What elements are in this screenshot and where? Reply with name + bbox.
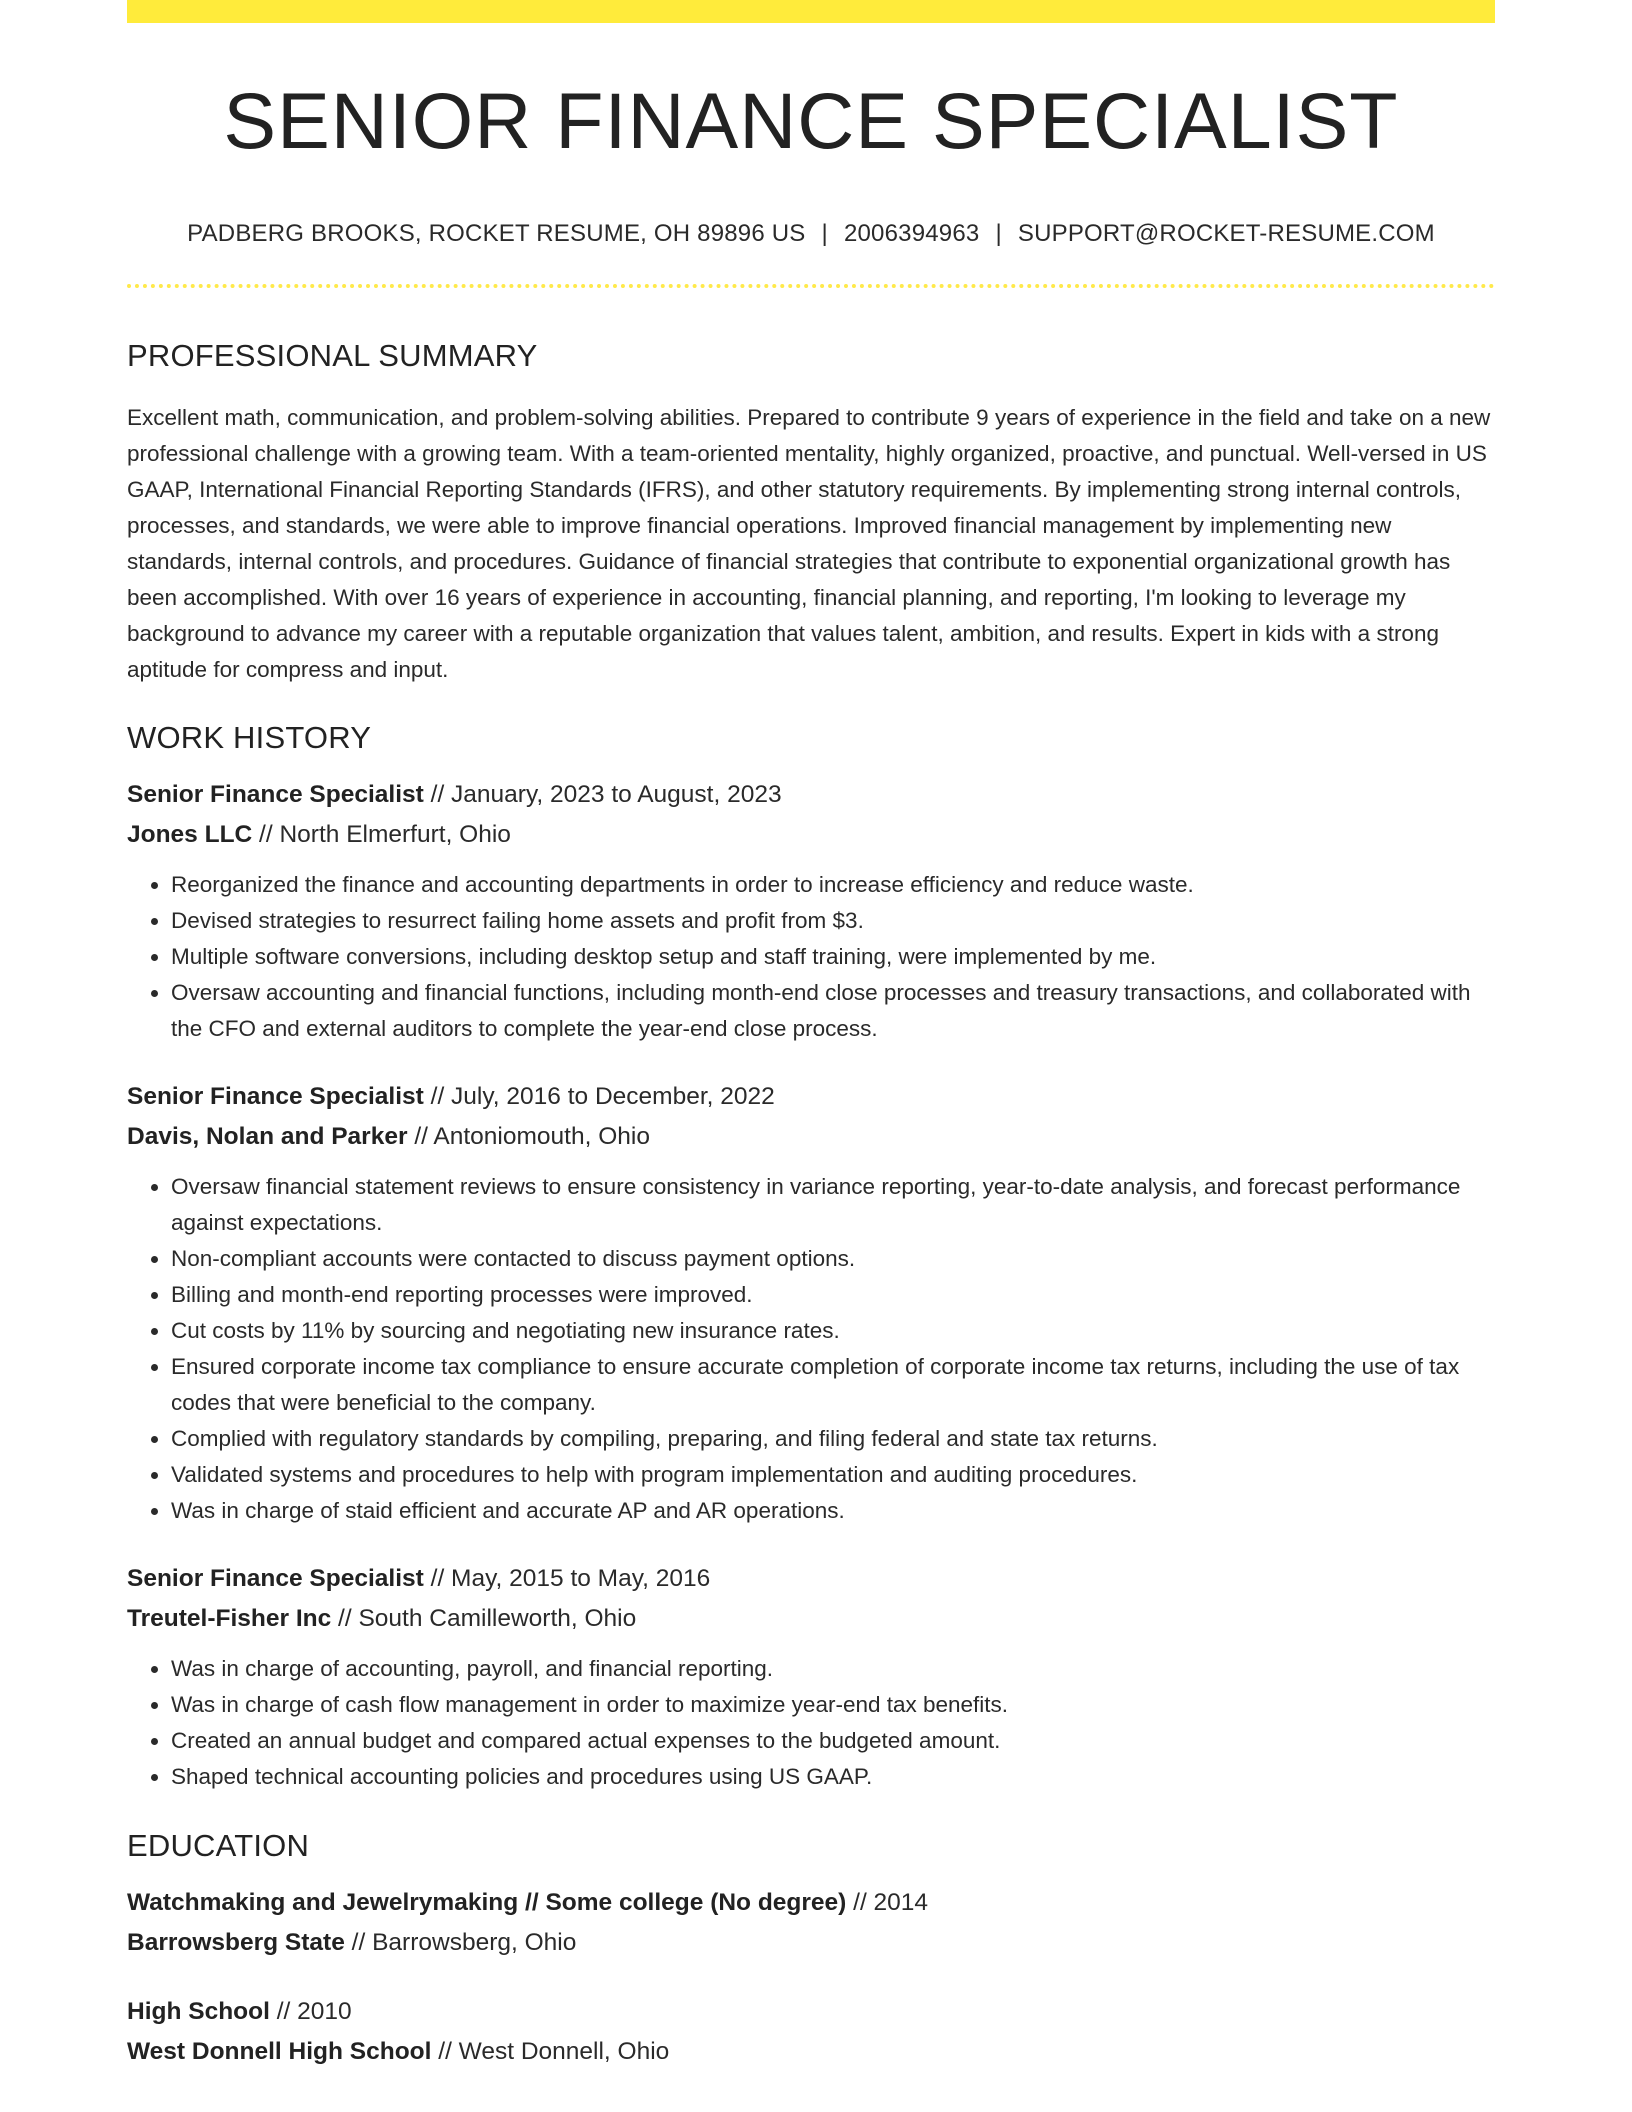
education-degree: High School [127, 1998, 270, 2025]
job-bullet: • Reorganized the finance and accounting departments in order to increase efficiency and reduce waste. [171, 867, 1495, 903]
education-year: // 2010 [269, 1998, 352, 2025]
education-entry [127, 1992, 1495, 2072]
job-bullet: • Billing and month-end reporting processes were improved. [171, 1277, 1495, 1313]
job-bullet: • Complied with regulatory standards by compiling, preparing, and filing federal and state tax returns. [171, 1421, 1495, 1457]
job-dates: // May, 2015 to May, 2016 [423, 1565, 711, 1592]
resume-page [127, 0, 1495, 2072]
job-title: Senior Finance Specialist [127, 781, 424, 808]
job-company-line [127, 1117, 1495, 1157]
resume-title: SENIOR FINANCE SPECIALIST [223, 76, 1399, 165]
job-dates: // July, 2016 to December, 2022 [423, 1083, 775, 1110]
education-school: West Donnell High School [127, 2038, 432, 2065]
job-bullet: • Validated systems and procedures to help with program implementation and auditing procedures. [171, 1457, 1495, 1493]
job-entry [127, 1077, 1495, 1529]
job-bullet: • Was in charge of staid efficient and accurate AP and AR operations. [171, 1493, 1495, 1529]
job-bullet: • Was in charge of cash flow management in order to maximize year-end tax benefits. [171, 1687, 1495, 1723]
job-title-line [127, 1559, 1495, 1599]
job-title-line [127, 1077, 1495, 1117]
work-history-heading: WORK HISTORY [127, 720, 372, 755]
header-divider [127, 284, 1495, 288]
education-heading: EDUCATION [127, 1828, 310, 1863]
job-entry [127, 1559, 1495, 1795]
summary-text: Excellent math, communication, and problem-solving abilities. Prepared to contribute 9 years of experience in the field and take on a new professional challenge with a growing team. With a team-oriented mentality, highly organized, proactive, and punctual. Well-versed in US GAAP, International Financial Reporting Standards (IFRS), and other statutory requirements. By implementing strong internal controls, processes, and standards, we were able to improve financial operations. Improved financial management by implementing new standards, internal controls, and procedures. Guidance of financial strategies that contribute to exponential organizational growth has been accomplished. With over 16 years of experience in accounting, financial planning, and reporting, I'm looking to leverage my background to advance my career with a reputable organization that values talent, ambition, and results. Expert in kids with a strong aptitude for compress and input. [127, 405, 1491, 682]
job-bullet: • Multiple software conversions, including desktop setup and staff training, were implemented by me. [171, 939, 1495, 975]
job-company: Jones LLC [127, 821, 253, 848]
job-title: Senior Finance Specialist [127, 1565, 424, 1592]
job-bullet: • Shaped technical accounting policies and procedures using US GAAP. [171, 1759, 1495, 1795]
education-location: // West Donnell, Ohio [431, 2038, 670, 2065]
job-company: Treutel-Fisher Inc [127, 1605, 332, 1632]
job-entry [127, 775, 1495, 1047]
job-company: Davis, Nolan and Parker [127, 1123, 408, 1150]
contact-phone: 2006394963 [843, 220, 980, 247]
job-location: // North Elmerfurt, Ohio [252, 821, 511, 848]
education-degree-line [127, 1992, 1495, 2032]
job-company-line [127, 815, 1495, 855]
job-bullet: • Devised strategies to resurrect failing home assets and profit from $3. [171, 903, 1495, 939]
job-bullet: • Cut costs by 11% by sourcing and negotiating new insurance rates. [171, 1313, 1495, 1349]
education-degree-line [127, 1883, 1495, 1923]
education-entry [127, 1883, 1495, 1963]
job-bullet: • Was in charge of accounting, payroll, and financial reporting. [171, 1651, 1495, 1687]
contact-email: SUPPORT@ROCKET-RESUME.COM [1017, 220, 1435, 247]
education-school: Barrowsberg State [127, 1929, 345, 1956]
contact-line [127, 222, 1495, 246]
job-location: // South Camilleworth, Ohio [331, 1605, 637, 1632]
job-bullet: • Oversaw accounting and financial functions, including month-end close processes and treasury transactions, and collaborated with the CFO and external auditors to complete the year-end close process. [171, 975, 1495, 1047]
job-dates: // January, 2023 to August, 2023 [423, 781, 782, 808]
job-bullet: • Non-compliant accounts were contacted to discuss payment options. [171, 1241, 1495, 1277]
contact-separator: | [995, 220, 1002, 247]
job-title-line [127, 775, 1495, 815]
job-bullets [127, 1169, 1495, 1529]
job-company-line [127, 1599, 1495, 1639]
job-title: Senior Finance Specialist [127, 1083, 424, 1110]
job-bullets [127, 867, 1495, 1047]
education-year: // 2014 [846, 1889, 929, 1916]
contact-separator: | [821, 220, 828, 247]
job-bullet: • Ensured corporate income tax compliance to ensure accurate completion of corporate income tax returns, including the use of tax codes that were beneficial to the company. [171, 1349, 1495, 1421]
education-location: // Barrowsberg, Ohio [344, 1929, 577, 1956]
accent-bar [127, 0, 1495, 23]
job-bullet: • Oversaw financial statement reviews to ensure consistency in variance reporting, year-to-date analysis, and forecast performance against expectations. [171, 1169, 1495, 1241]
education-degree: Watchmaking and Jewelrymaking // Some college (No degree) [127, 1889, 847, 1916]
job-bullets [127, 1651, 1495, 1795]
education-school-line [127, 1923, 1495, 1963]
job-bullet: • Created an annual budget and compared actual expenses to the budgeted amount. [171, 1723, 1495, 1759]
summary-heading: PROFESSIONAL SUMMARY [127, 338, 538, 373]
contact-address: PADBERG BROOKS, ROCKET RESUME, OH 89896 US [187, 220, 806, 247]
education-school-line [127, 2032, 1495, 2072]
job-location: // Antoniomouth, Ohio [407, 1123, 650, 1150]
